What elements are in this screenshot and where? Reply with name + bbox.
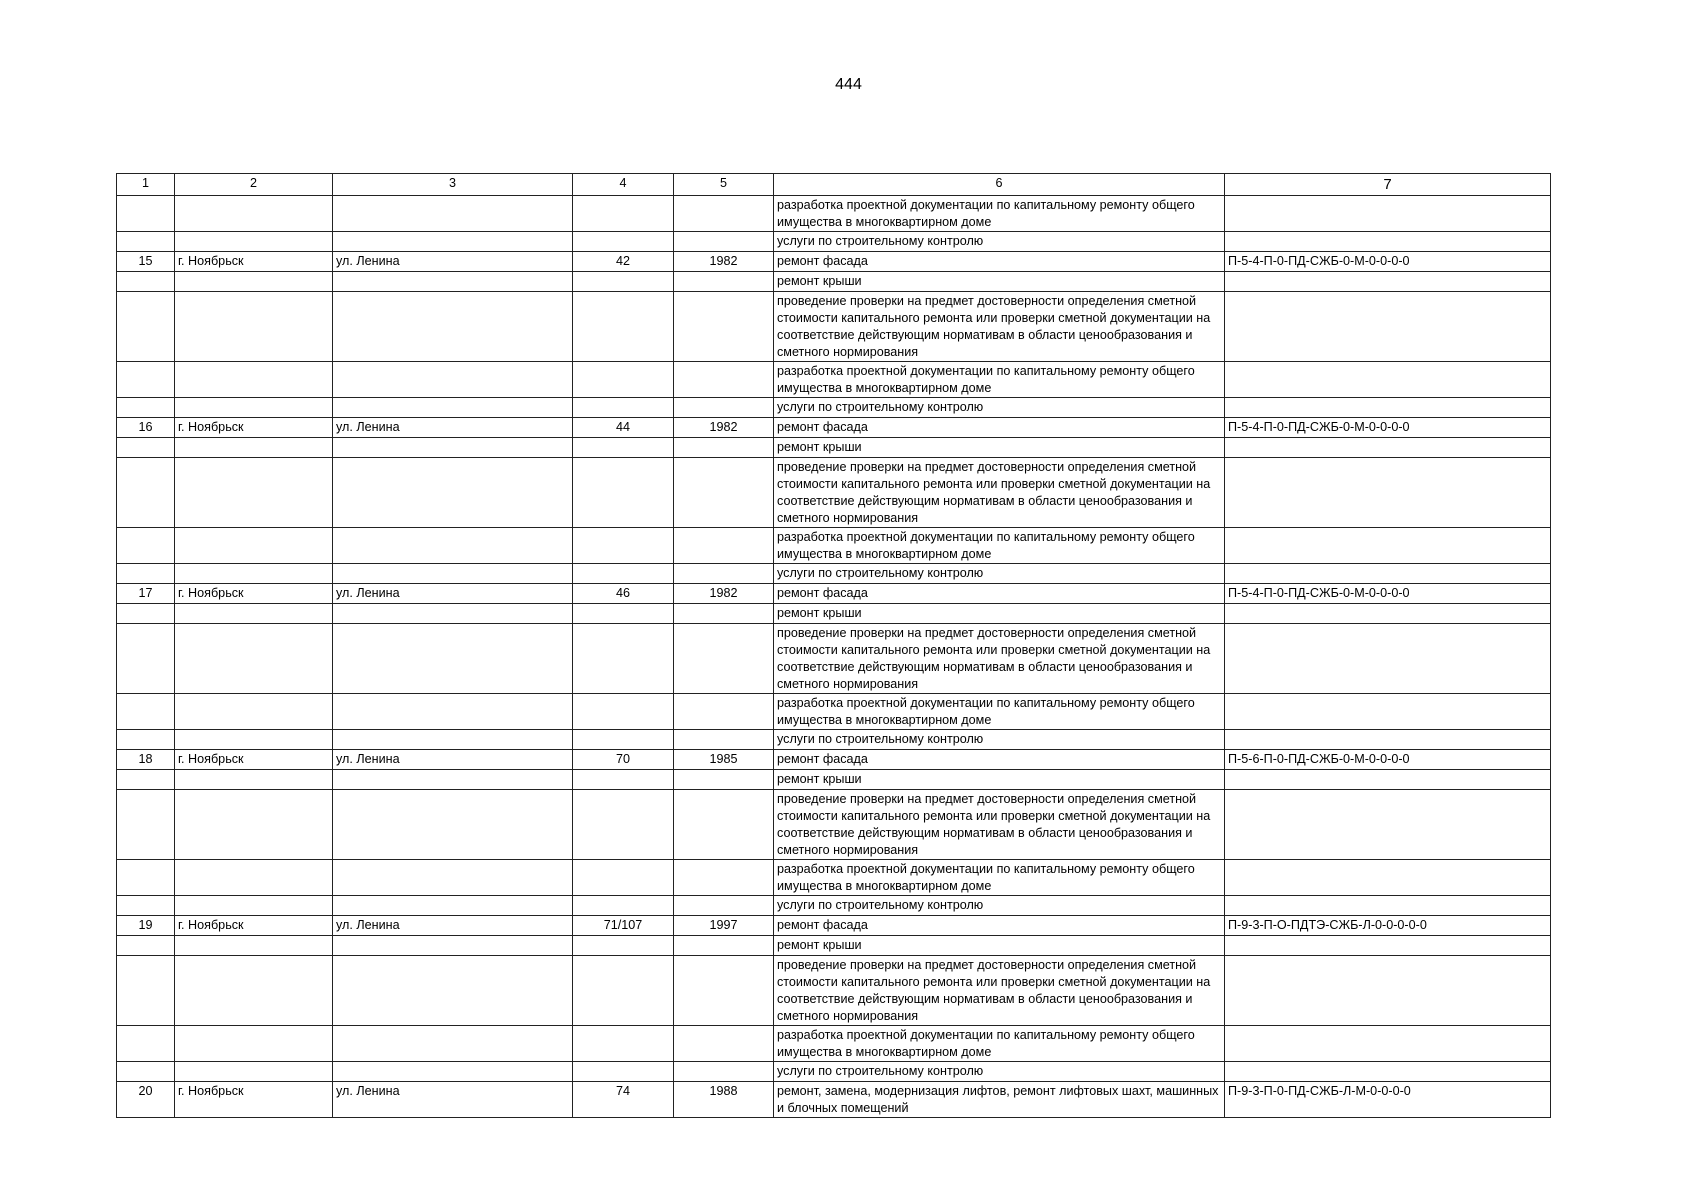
city-cell [175, 790, 333, 860]
row-number-cell [117, 564, 175, 584]
row-number-cell [117, 438, 175, 458]
street-cell [333, 936, 573, 956]
column-header: 5 [674, 174, 774, 196]
page-number: 444 [835, 76, 862, 93]
year-cell [674, 292, 774, 362]
building-code-cell [1225, 896, 1551, 916]
work-type-cell: проведение проверки на предмет достоверности определения сметной стоимости капитального ремонта или проверки сметной документации на соответствие действующим нормативам в области ценообразования и сметного нормирования [774, 790, 1225, 860]
row-number-cell [117, 292, 175, 362]
table-row [117, 458, 1551, 528]
house-number-cell [573, 196, 674, 232]
column-header: 6 [774, 174, 1225, 196]
building-code-cell [1225, 936, 1551, 956]
house-number-cell: 44 [573, 418, 674, 438]
work-type-cell: услуги по строительному контролю [774, 232, 1225, 252]
street-cell [333, 730, 573, 750]
city-cell: г. Ноябрьск [175, 750, 333, 770]
work-type-cell: ремонт крыши [774, 604, 1225, 624]
repair-schedule-table [116, 173, 1551, 1118]
year-cell: 1997 [674, 916, 774, 936]
row-number-cell [117, 936, 175, 956]
street-cell [333, 292, 573, 362]
building-code-cell: П-5-4-П-0-ПД-СЖБ-0-М-0-0-0-0 [1225, 252, 1551, 272]
table-row [117, 564, 1551, 584]
city-cell: г. Ноябрьск [175, 584, 333, 604]
table-row [117, 292, 1551, 362]
repair-schedule-table-wrapper [116, 173, 1551, 1118]
work-type-cell: проведение проверки на предмет достоверности определения сметной стоимости капитального ремонта или проверки сметной документации на соответствие действующим нормативам в области ценообразования и сметного нормирования [774, 624, 1225, 694]
row-number-cell: 19 [117, 916, 175, 936]
city-cell: г. Ноябрьск [175, 418, 333, 438]
street-cell: ул. Ленина [333, 1082, 573, 1118]
year-cell [674, 604, 774, 624]
row-number-cell [117, 624, 175, 694]
year-cell [674, 790, 774, 860]
house-number-cell [573, 896, 674, 916]
year-cell [674, 770, 774, 790]
building-code-cell [1225, 624, 1551, 694]
street-cell: ул. Ленина [333, 584, 573, 604]
table-row [117, 418, 1551, 438]
work-type-cell: услуги по строительному контролю [774, 1062, 1225, 1082]
year-cell [674, 896, 774, 916]
house-number-cell: 70 [573, 750, 674, 770]
work-type-cell: ремонт фасада [774, 418, 1225, 438]
street-cell: ул. Ленина [333, 916, 573, 936]
street-cell [333, 604, 573, 624]
building-code-cell [1225, 564, 1551, 584]
street-cell [333, 790, 573, 860]
work-type-cell: ремонт крыши [774, 272, 1225, 292]
building-code-cell: П-5-4-П-0-ПД-СЖБ-0-М-0-0-0-0 [1225, 584, 1551, 604]
building-code-cell [1225, 232, 1551, 252]
work-type-cell: услуги по строительному контролю [774, 398, 1225, 418]
building-code-cell [1225, 528, 1551, 564]
building-code-cell [1225, 770, 1551, 790]
house-number-cell [573, 362, 674, 398]
building-code-cell: П-9-3-П-0-ПД-СЖБ-Л-М-0-0-0-0 [1225, 1082, 1551, 1118]
street-cell [333, 398, 573, 418]
street-cell [333, 860, 573, 896]
city-cell: г. Ноябрьск [175, 1082, 333, 1118]
year-cell [674, 272, 774, 292]
row-number-cell: 16 [117, 418, 175, 438]
year-cell [674, 528, 774, 564]
year-cell [674, 730, 774, 750]
building-code-cell [1225, 860, 1551, 896]
table-row [117, 528, 1551, 564]
row-number-cell [117, 398, 175, 418]
city-cell [175, 936, 333, 956]
building-code-cell [1225, 196, 1551, 232]
city-cell [175, 604, 333, 624]
work-type-cell: ремонт, замена, модернизация лифтов, ремонт лифтовых шахт, машинных и блочных помещений [774, 1082, 1225, 1118]
city-cell [175, 624, 333, 694]
row-number-cell [117, 458, 175, 528]
house-number-cell [573, 694, 674, 730]
year-cell [674, 458, 774, 528]
work-type-cell: услуги по строительному контролю [774, 896, 1225, 916]
house-number-cell [573, 1026, 674, 1062]
work-type-cell: услуги по строительному контролю [774, 564, 1225, 584]
row-number-cell [117, 196, 175, 232]
street-cell [333, 438, 573, 458]
building-code-cell: П-9-3-П-О-ПДТЭ-СЖБ-Л-0-0-0-0-0 [1225, 916, 1551, 936]
city-cell [175, 564, 333, 584]
city-cell [175, 896, 333, 916]
city-cell [175, 860, 333, 896]
city-cell [175, 956, 333, 1026]
house-number-cell [573, 292, 674, 362]
house-number-cell [573, 860, 674, 896]
work-type-cell: ремонт фасада [774, 916, 1225, 936]
street-cell [333, 956, 573, 1026]
year-cell [674, 860, 774, 896]
year-cell [674, 438, 774, 458]
city-cell [175, 730, 333, 750]
building-code-cell [1225, 956, 1551, 1026]
table-row [117, 232, 1551, 252]
house-number-cell [573, 604, 674, 624]
building-code-cell [1225, 458, 1551, 528]
table-row [117, 584, 1551, 604]
street-cell: ул. Ленина [333, 418, 573, 438]
city-cell: г. Ноябрьск [175, 916, 333, 936]
work-type-cell: разработка проектной документации по капитальному ремонту общего имущества в многоквартирном доме [774, 860, 1225, 896]
row-number-cell: 20 [117, 1082, 175, 1118]
row-number-cell: 15 [117, 252, 175, 272]
year-cell: 1982 [674, 418, 774, 438]
year-cell [674, 1026, 774, 1062]
work-type-cell: ремонт крыши [774, 438, 1225, 458]
house-number-cell [573, 398, 674, 418]
house-number-cell [573, 528, 674, 564]
house-number-cell [573, 956, 674, 1026]
city-cell [175, 1026, 333, 1062]
street-cell [333, 564, 573, 584]
row-number-cell [117, 896, 175, 916]
work-type-cell: услуги по строительному контролю [774, 730, 1225, 750]
work-type-cell: разработка проектной документации по капитальному ремонту общего имущества в многоквартирном доме [774, 694, 1225, 730]
table-row [117, 730, 1551, 750]
city-cell [175, 362, 333, 398]
city-cell [175, 292, 333, 362]
row-number-cell [117, 272, 175, 292]
table-row [117, 624, 1551, 694]
house-number-cell [573, 790, 674, 860]
street-cell [333, 694, 573, 730]
year-cell [674, 564, 774, 584]
street-cell [333, 624, 573, 694]
city-cell [175, 398, 333, 418]
street-cell [333, 1026, 573, 1062]
building-code-cell [1225, 694, 1551, 730]
table-row [117, 1026, 1551, 1062]
table-row [117, 956, 1551, 1026]
building-code-cell: П-5-6-П-0-ПД-СЖБ-0-М-0-0-0-0 [1225, 750, 1551, 770]
row-number-cell [117, 956, 175, 1026]
table-row [117, 936, 1551, 956]
row-number-cell [117, 1062, 175, 1082]
street-cell [333, 272, 573, 292]
work-type-cell: ремонт фасада [774, 750, 1225, 770]
building-code-cell [1225, 604, 1551, 624]
building-code-cell: П-5-4-П-0-ПД-СЖБ-0-М-0-0-0-0 [1225, 418, 1551, 438]
table-row [117, 770, 1551, 790]
house-number-cell: 42 [573, 252, 674, 272]
building-code-cell [1225, 292, 1551, 362]
row-number-cell [117, 860, 175, 896]
row-number-cell [117, 770, 175, 790]
table-row [117, 362, 1551, 398]
street-cell [333, 458, 573, 528]
column-header: 2 [175, 174, 333, 196]
column-header: 7 [1225, 174, 1551, 196]
table-row [117, 896, 1551, 916]
work-type-cell: разработка проектной документации по капитальному ремонту общего имущества в многоквартирном доме [774, 362, 1225, 398]
street-cell [333, 770, 573, 790]
year-cell [674, 1062, 774, 1082]
table-row [117, 438, 1551, 458]
house-number-cell: 46 [573, 584, 674, 604]
street-cell: ул. Ленина [333, 750, 573, 770]
house-number-cell [573, 1062, 674, 1082]
house-number-cell [573, 458, 674, 528]
house-number-cell [573, 438, 674, 458]
row-number-cell [117, 694, 175, 730]
house-number-cell [573, 624, 674, 694]
house-number-cell [573, 936, 674, 956]
city-cell [175, 1062, 333, 1082]
row-number-cell: 17 [117, 584, 175, 604]
work-type-cell: проведение проверки на предмет достоверности определения сметной стоимости капитального ремонта или проверки сметной документации на соответствие действующим нормативам в области ценообразования и сметного нормирования [774, 458, 1225, 528]
table-row [117, 252, 1551, 272]
table-row [117, 916, 1551, 936]
table-row [117, 1082, 1551, 1118]
row-number-cell [117, 730, 175, 750]
building-code-cell [1225, 362, 1551, 398]
building-code-cell [1225, 730, 1551, 750]
street-cell: ул. Ленина [333, 252, 573, 272]
work-type-cell: ремонт фасада [774, 584, 1225, 604]
year-cell: 1982 [674, 252, 774, 272]
year-cell [674, 936, 774, 956]
work-type-cell: разработка проектной документации по капитальному ремонту общего имущества в многоквартирном доме [774, 1026, 1225, 1062]
street-cell [333, 196, 573, 232]
city-cell [175, 458, 333, 528]
house-number-cell [573, 272, 674, 292]
house-number-cell: 74 [573, 1082, 674, 1118]
work-type-cell: ремонт крыши [774, 936, 1225, 956]
street-cell [333, 362, 573, 398]
city-cell [175, 694, 333, 730]
work-type-cell: ремонт крыши [774, 770, 1225, 790]
column-header: 1 [117, 174, 175, 196]
city-cell: г. Ноябрьск [175, 252, 333, 272]
row-number-cell [117, 604, 175, 624]
year-cell [674, 694, 774, 730]
table-row [117, 750, 1551, 770]
city-cell [175, 232, 333, 252]
row-number-cell [117, 1026, 175, 1062]
building-code-cell [1225, 1062, 1551, 1082]
work-type-cell: проведение проверки на предмет достоверности определения сметной стоимости капитального ремонта или проверки сметной документации на соответствие действующим нормативам в области ценообразования и сметного нормирования [774, 956, 1225, 1026]
house-number-cell [573, 232, 674, 252]
column-header: 3 [333, 174, 573, 196]
table-row [117, 860, 1551, 896]
work-type-cell: проведение проверки на предмет достоверности определения сметной стоимости капитального ремонта или проверки сметной документации на соответствие действующим нормативам в области ценообразования и сметного нормирования [774, 292, 1225, 362]
year-cell: 1985 [674, 750, 774, 770]
year-cell: 1982 [674, 584, 774, 604]
row-number-cell [117, 362, 175, 398]
year-cell [674, 196, 774, 232]
table-row [117, 604, 1551, 624]
table-row [117, 196, 1551, 232]
house-number-cell [573, 564, 674, 584]
building-code-cell [1225, 398, 1551, 418]
table-row [117, 272, 1551, 292]
work-type-cell: ремонт фасада [774, 252, 1225, 272]
house-number-cell [573, 770, 674, 790]
row-number-cell [117, 232, 175, 252]
city-cell [175, 438, 333, 458]
house-number-cell: 71/107 [573, 916, 674, 936]
year-cell: 1988 [674, 1082, 774, 1118]
work-type-cell: разработка проектной документации по капитальному ремонту общего имущества в многоквартирном доме [774, 528, 1225, 564]
row-number-cell: 18 [117, 750, 175, 770]
year-cell [674, 232, 774, 252]
house-number-cell [573, 730, 674, 750]
street-cell [333, 232, 573, 252]
table-row [117, 790, 1551, 860]
building-code-cell [1225, 272, 1551, 292]
city-cell [175, 272, 333, 292]
table-row [117, 398, 1551, 418]
work-type-cell: разработка проектной документации по капитальному ремонту общего имущества в многоквартирном доме [774, 196, 1225, 232]
table-body [117, 174, 1551, 1118]
street-cell [333, 1062, 573, 1082]
street-cell [333, 896, 573, 916]
city-cell [175, 196, 333, 232]
table-row [117, 694, 1551, 730]
city-cell [175, 770, 333, 790]
year-cell [674, 398, 774, 418]
year-cell [674, 624, 774, 694]
year-cell [674, 956, 774, 1026]
row-number-cell [117, 790, 175, 860]
row-number-cell [117, 528, 175, 564]
building-code-cell [1225, 1026, 1551, 1062]
city-cell [175, 528, 333, 564]
column-number-header-row [117, 174, 1551, 196]
building-code-cell [1225, 790, 1551, 860]
year-cell [674, 362, 774, 398]
table-row [117, 1062, 1551, 1082]
street-cell [333, 528, 573, 564]
column-header: 4 [573, 174, 674, 196]
building-code-cell [1225, 438, 1551, 458]
